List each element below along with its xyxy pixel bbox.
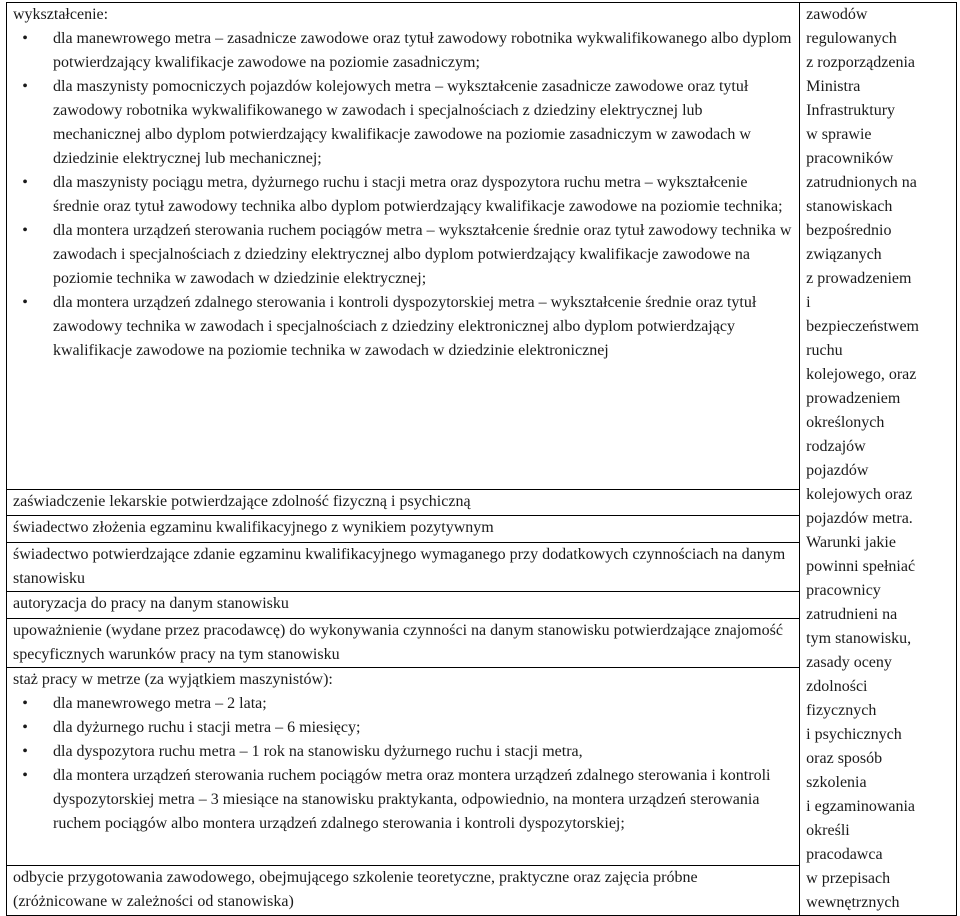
bullet-icon: • xyxy=(22,719,28,737)
bullet-icon: • xyxy=(22,294,28,311)
bullet-icon: • xyxy=(22,222,28,239)
table-row xyxy=(7,3,957,490)
authorization-cell: autoryzacja do pracy na danym stanowisku xyxy=(7,592,800,618)
work-experience-cell xyxy=(7,668,800,866)
list-item: • dla maszynisty pociągu metra, dyżurnego ruchu i stacji metra oraz dyspozytora ruchu metra – wykształcenie średnie oraz tytuł zawodowy technika albo dyplom potwierdzający kwalifikacje zawodowe na poziomie technika; xyxy=(13,171,793,219)
bullet-icon: • xyxy=(22,78,28,95)
requirements-table xyxy=(6,2,957,916)
education-list xyxy=(13,27,793,363)
list-item: • dla dyżurnego ruchu i stacji metra – 6 miesięcy; xyxy=(13,716,793,740)
list-item: • dla manewrowego metra – 2 lata; xyxy=(13,692,793,716)
exam-certificate-cell: świadectwo złożenia egzaminu kwalifikacyjnego z wynikiem pozytywnym xyxy=(7,516,800,542)
vocational-training-cell: odbycie przygotowania zawodowego, obejmującego szkolenie teoretyczne, praktyczne oraz zajęcia próbne (zróżnicowane w zależności od stanowiska) xyxy=(7,866,800,916)
education-cell xyxy=(7,3,800,490)
medical-certificate-cell: zaświadczenie lekarskie potwierdzające zdolność fizyczną i psychiczną xyxy=(7,489,800,515)
list-item: • dla montera urządzeń sterowania ruchem pociągów metra – wykształcenie średnie oraz tytuł zawodowy technika w zawodach i specjalnościach z dziedziny elektrycznej albo dyplom potwierdzający kwalifikacje zawodowe na poziomie technika w zawodach w dziedzinie elektrycznej; xyxy=(13,219,793,291)
bullet-icon: • xyxy=(22,30,28,47)
bullet-icon: • xyxy=(22,695,28,713)
list-item: • dla dyspozytora ruchu metra – 1 rok na stanowisku dyżurnego ruchu i stacji metra, xyxy=(13,740,793,764)
side-note: zawodów regulowanych z rozporządzenia Ministra Infrastruktury w sprawie pracowników zatrudnionych na stanowiskach bezpośrednio związanych z prowadzeniem i bezpieczeństwem ruchu kolejowego, oraz prowadzeniem określonych rodzajów pojazdów kolejowych oraz pojazdów metra. Warunki jakie powinni spełniać pracownicy zatrudnieni na tym stanowisku, zasady oceny zdolności fizycznych i psychicznych oraz sposób szkolenia i egzaminowania określi pracodawca w przepisach wewnętrznych xyxy=(806,6,919,911)
list-item: • dla montera urządzeń sterowania ruchem pociągów metra oraz montera urządzeń zdalnego sterowania i kontroli dyspozytorskiej metra – 3 miesiące na stanowisku praktykanta, odpowiednio, na montera urządzeń sterowania ruchem pociągów albo montera urządzeń zdalnego sterowania i kontroli dyspozytorskiej; xyxy=(13,764,793,836)
additional-exam-cell: świadectwo potwierdzające zdanie egzaminu kwalifikacyjnego wymaganego przy dodatkowych czynnościach na danym stanowisku xyxy=(7,542,800,592)
education-heading: wykształcenie: xyxy=(13,6,109,23)
work-experience-heading: staż pracy w metrze (za wyjątkiem maszynistów): xyxy=(13,671,333,689)
list-item: • dla maszynisty pomocniczych pojazdów kolejowych metra – wykształcenie zasadnicze zawodowe oraz tytuł zawodowy robotnika wykwalifikowanego w zawodach i specjalnościach z dziedziny elektrycznej lub mechanicznej albo dyplom potwierdzający kwalifikacje zawodowe na poziomie zasadniczym w zawodach w dziedzinie elektrycznej lub mechanicznej; xyxy=(13,75,793,171)
work-experience-list xyxy=(13,692,793,836)
bullet-icon: • xyxy=(22,743,28,761)
side-note-cell xyxy=(800,3,957,916)
list-item: • dla manewrowego metra – zasadnicze zawodowe oraz tytuł zawodowy robotnika wykwalifikowanego albo dyplom potwierdzający kwalifikacje zawodowe na poziomie zasadniczym; xyxy=(13,27,793,75)
bullet-icon: • xyxy=(22,174,28,191)
list-item: • dla montera urządzeń zdalnego sterowania i kontroli dyspozytorskiej metra – wykształcenie średnie oraz tytuł zawodowy technika w zawodach i specjalnościach z dziedziny elektronicznej albo dyplom potwierdzający kwalifikacje zawodowe na poziomie technika w zawodach w dziedzinie elektronicznej xyxy=(13,291,793,363)
bullet-icon: • xyxy=(22,767,28,785)
employer-authorization-cell: upoważnienie (wydane przez pracodawcę) do wykonywania czynności na danym stanowisku potwierdzające znajomość specyficznych warunków pracy na tym stanowisku xyxy=(7,618,800,668)
